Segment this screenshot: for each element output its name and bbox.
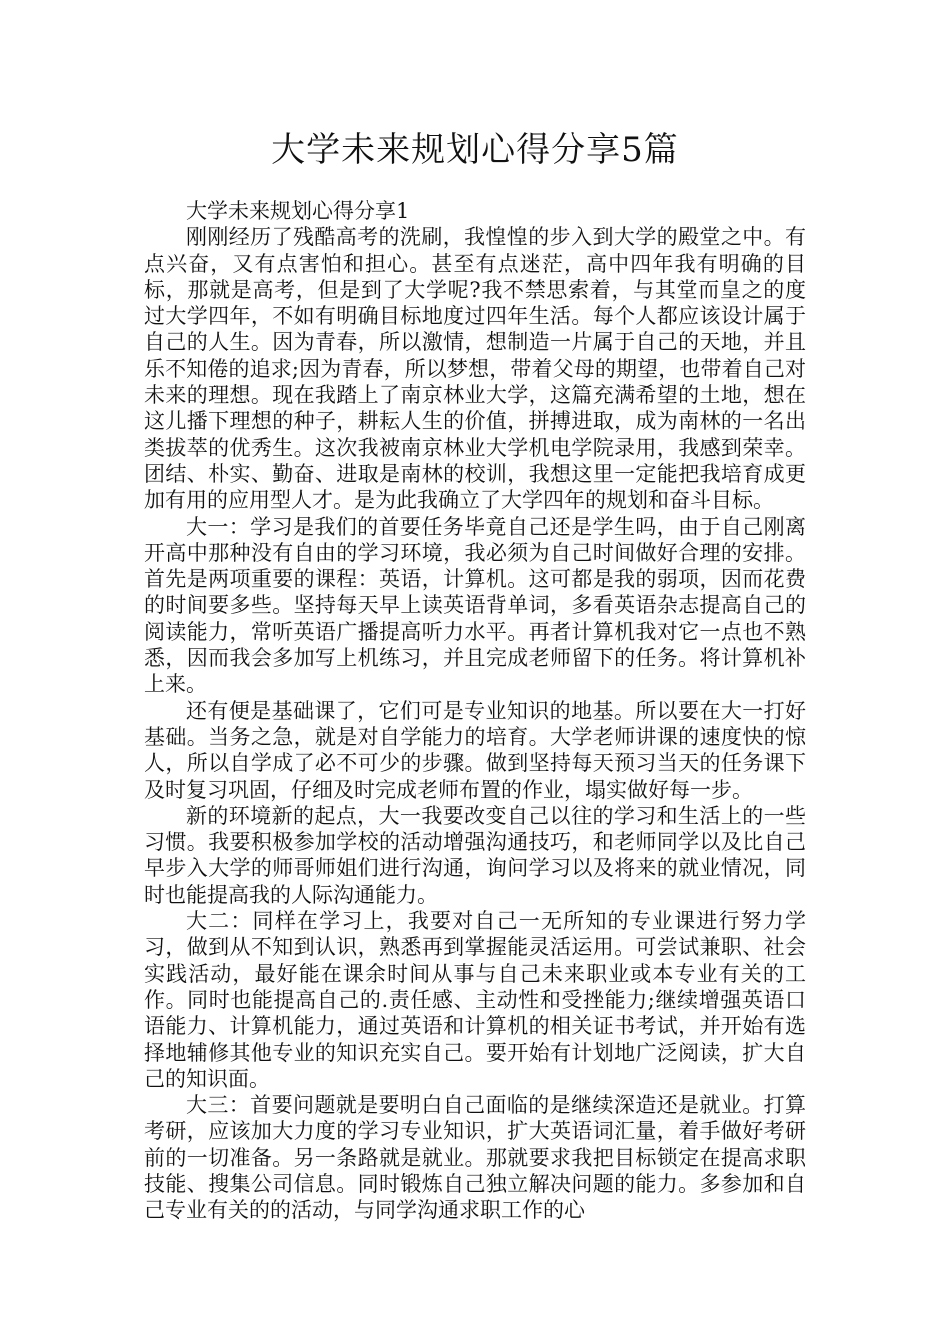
section-heading: 大学未来规划心得分享1 xyxy=(186,199,410,223)
paragraph: 大一：学习是我们的首要任务毕竟自己还是学生吗，由于自己刚离开高中那种没有自由的学习环境，我必须为自己时间做好合理的安排。首先是两项重要的课程：英语，计算机。这可都是我的弱项，因而花费的时间要多些。坚持每天早上读英语背单词，多看英语杂志提高自己的阅读能力，常听英语广播提高听力水平。再者计算机我对它一点也不熟悉，因而我会多加写上机练习，并且完成老师留下的任务。将计算机补上来。 xyxy=(144,514,806,697)
paragraph: 刚刚经历了残酷高考的洗刷，我惶惶的步入到大学的殿堂之中。有点兴奋，又有点害怕和担心。甚至有点迷茫，高中四年我有明确的目标，那就是高考，但是到了大学呢?我不禁思索着，与其堂而皇之的度过大学四年，不如有明确目标地度过四年生活。每个人都应该设计属于自己的人生。因为青春，所以激情，想制造一片属于自己的天地，并且乐不知倦的追求;因为青春，所以梦想，带着父母的期望，也带着自己对未来的理想。现在我踏上了南京林业大学，这篇充满希望的土地，想在这儿播下理想的种子，耕耘人生的价值，拼搏进取，成为南林的一名出类拔萃的优秀生。这次我被南京林业大学机电学院录用，我感到荣幸。团结、朴实、勤奋、进取是南林的校训，我想这里一定能把我培育成更加有用的应用型人才。是为此我确立了大学四年的规划和奋斗目标。 xyxy=(144,225,806,513)
paragraph: 新的环境新的起点，大一我要改变自己以往的学习和生活上的一些习惯。我要积极参加学校的活动增强沟通技巧，和老师同学以及比自己早步入大学的师哥师姐们进行沟通，询问学习以及将来的就业情况，同时也能提高我的人际沟通能力。 xyxy=(144,803,806,907)
paragraph: 大三：首要问题就是要明白自己面临的是继续深造还是就业。打算考研，应该加大力度的学习专业知识，扩大英语词汇量，着手做好考研前的一切准备。另一条路就是就业。那就要求我把目标锁定在提高求职技能、搜集公司信息。同时锻炼自己独立解决问题的能力。多参加和自己专业有关的的活动，与同学沟通求职工作的心 xyxy=(144,1093,806,1223)
document-body xyxy=(144,198,806,1224)
paragraph: 还有便是基础课了，它们可是专业知识的地基。所以要在大一打好基础。当务之急，就是对自学能力的培育。大学老师讲课的速度快的惊人，所以自学成了必不可少的步骤。做到坚持每天预习当天的任务课下及时复习巩固，仔细及时完成老师布置的作业，塌实做好每一步。 xyxy=(144,698,806,802)
document-title: 大学未来规划心得分享5篇 xyxy=(271,130,679,170)
paragraph: 大二：同样在学习上，我要对自己一无所知的专业课进行努力学习，做到从不知到认识，熟悉再到掌握能灵活运用。可尝试兼职、社会实践活动，最好能在课余时间从事与自己未来职业或本专业有关的工作。同时也能提高自己的.责任感、主动性和受挫能力;继续增强英语口语能力、计算机能力，通过英语和计算机的相关证书考试，并开始有选择地辅修其他专业的知识充实自己。要开始有计划地广泛阅读，扩大自己的知识面。 xyxy=(144,909,806,1091)
